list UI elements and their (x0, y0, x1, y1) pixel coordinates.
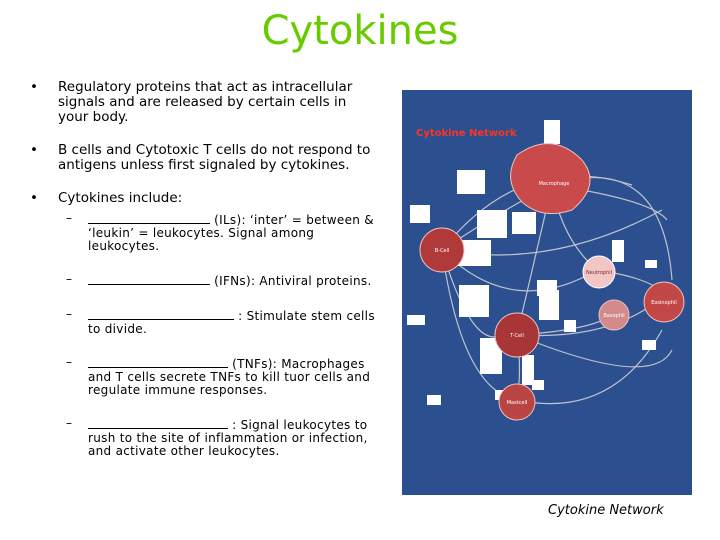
bullet-item (30, 143, 375, 173)
cytokine-network-diagram (402, 90, 692, 495)
sub-item (58, 273, 375, 288)
eosinophil-cell (644, 282, 684, 322)
fill-in-blank (88, 417, 228, 429)
bullet-text: Cytokines include: (58, 190, 183, 206)
bullet-item (30, 191, 375, 458)
cell-label: B-Cell (434, 248, 450, 254)
bullet-marker: • (30, 142, 38, 158)
cytokine-network-figure (402, 90, 692, 495)
neutrophil-cell (583, 256, 615, 288)
mast-cell (499, 384, 535, 420)
bullet-item (30, 80, 375, 125)
sub-text: (ILs): ‘inter’ = between & ‘leukin’ = leukocytes. Signal among leukocytes. (88, 213, 374, 253)
basophil-cell (599, 300, 629, 330)
bullet-list (30, 80, 375, 478)
sub-marker: – (66, 272, 73, 286)
sub-marker: – (66, 307, 73, 321)
sub-text: : Signal leukocytes to rush to the site of inflammation or infection, and activate other leukocytes. (88, 418, 368, 458)
bullet-text: B cells and Cytotoxic T cells do not respond to antigens unless first signaled by cytokines. (58, 142, 371, 173)
fill-in-blank (88, 308, 234, 320)
cell-label: Eosinophil (651, 300, 677, 306)
cell-label: Macrophage (538, 181, 570, 187)
sub-marker: – (66, 355, 73, 369)
bullet-marker: • (30, 190, 38, 206)
slide-title: Cytokines (261, 8, 459, 54)
sub-text: : Stimulate stem cells to divide. (88, 309, 375, 336)
sub-text: (IFNs): Antiviral proteins. (214, 274, 372, 288)
bullet-marker: • (30, 79, 38, 95)
t-cell (495, 313, 539, 357)
sub-marker: – (66, 211, 73, 225)
sub-list (58, 212, 375, 458)
cell-label: Mastcell (506, 400, 528, 406)
figure-caption: Cytokine Network (548, 503, 664, 518)
fill-in-blank (88, 356, 228, 368)
b-cell (420, 228, 464, 272)
fill-in-blank (88, 273, 210, 285)
figure-title: Cytokine Network (416, 128, 517, 139)
sub-item (58, 212, 375, 253)
sub-item (58, 417, 375, 458)
bullet-text: Regulatory proteins that act as intracellular signals and are released by certain cells in your body. (58, 79, 353, 125)
fill-in-blank (88, 212, 210, 224)
cell-label: Neutrophil (585, 270, 613, 276)
sub-marker: – (66, 416, 73, 430)
cell-label: T-Cell (510, 333, 524, 339)
cell-label: Basophil (603, 313, 625, 319)
sub-item (58, 308, 375, 336)
sub-item (58, 356, 375, 397)
sub-text: (TNFs): Macrophages and T cells secrete TNFs to kill tuor cells and regulate immune responses. (88, 357, 371, 397)
